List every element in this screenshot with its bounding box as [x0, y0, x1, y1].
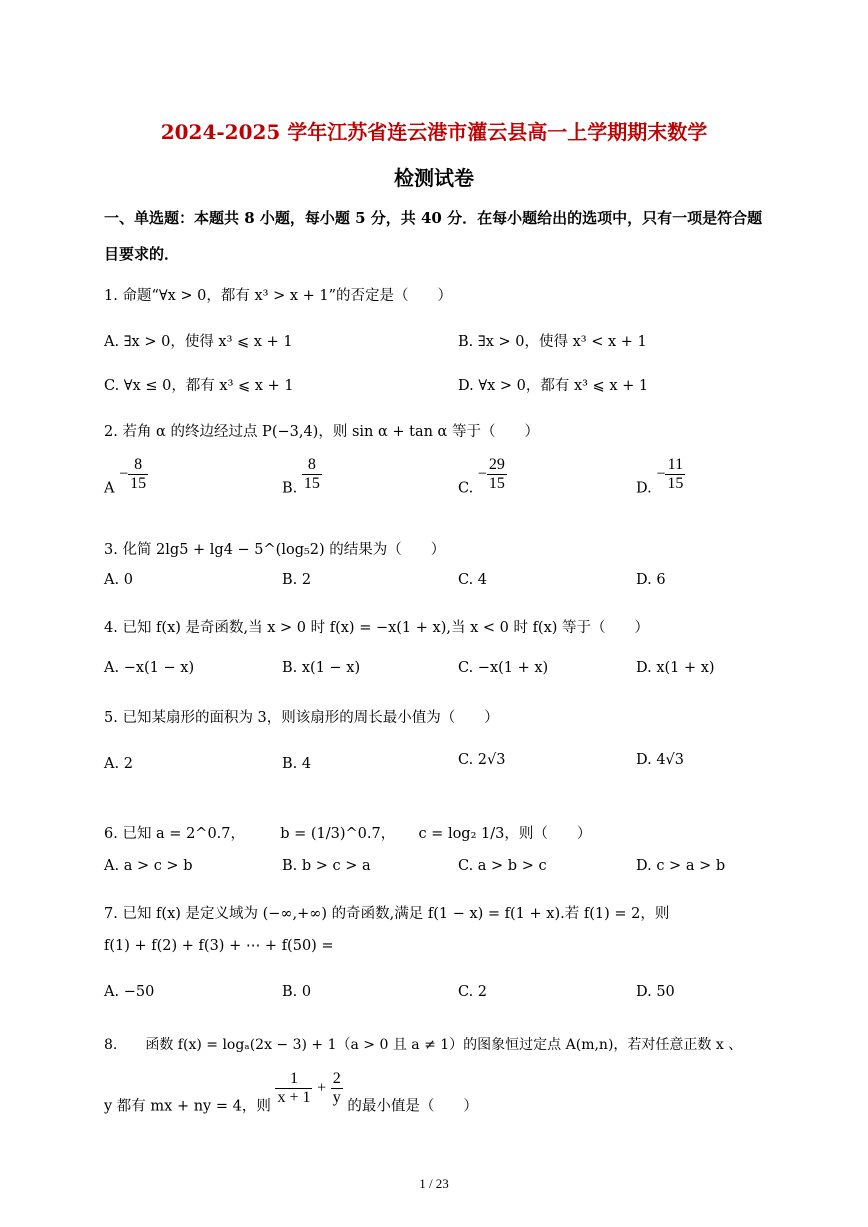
q3-option-d: D. 6: [636, 572, 666, 588]
numerator: 2: [332, 1070, 341, 1087]
page-number: 1 / 23: [419, 1176, 449, 1191]
denominator: x + 1: [277, 1089, 311, 1106]
numerator: 8: [302, 456, 322, 475]
q5-option-c: C. 2√3: [458, 752, 506, 768]
q7-option-a: A. −50: [104, 984, 155, 1000]
q5-option-b: B. 4: [282, 756, 312, 772]
q2-option-b: [282, 456, 322, 497]
q4-option-b: B. x(1 − x): [282, 660, 361, 676]
q3-option-c: C. 4: [458, 572, 488, 588]
q1-option-c: C. ∀x ≤ 0，都有 x³ ⩽ x + 1: [104, 378, 294, 394]
q6-option-a: A. a > c > b: [104, 858, 193, 874]
q8-question: 的最小值是（ ）: [347, 1098, 478, 1115]
q2-option-d: [636, 456, 685, 497]
plus-sign: +: [317, 1079, 327, 1097]
q8-stem-continued: [104, 1070, 478, 1116]
option-label: D.: [636, 480, 652, 497]
fraction: [331, 1070, 343, 1107]
q6-option-b: B. b > c > a: [282, 858, 371, 874]
numerator: 29: [488, 456, 505, 473]
q1-stem: 1. 命题“∀x > 0，都有 x³ > x + 1”的否定是（ ）: [104, 288, 453, 304]
minus-sign: −: [119, 465, 129, 483]
denominator: 15: [130, 475, 147, 492]
q3-option-b: B. 2: [282, 572, 312, 588]
q7-option-b: B. 0: [282, 984, 312, 1000]
minus-sign: −: [656, 465, 666, 483]
page-title-line1: 2024-2025 学年江苏省连云港市灌云县高一上学期期末数学: [160, 120, 708, 144]
q4-option-a: A. −x(1 − x): [104, 660, 195, 676]
q6-option-c: C. a > b > c: [458, 858, 547, 874]
q8-condition: y 都有 mx + ny = 4，则: [104, 1098, 271, 1115]
option-label: B.: [282, 480, 298, 497]
q3-stem: 3. 化简 2lg5 + lg4 − 5^(log₅2) 的结果为（ ）: [104, 542, 446, 558]
fraction: [128, 456, 148, 493]
q6-stem: [104, 822, 591, 843]
q4-option-c: C. −x(1 + x): [458, 660, 549, 676]
fraction: [487, 456, 507, 493]
q7-stem: 7. 已知 f(x) 是定义域为 (−∞,+∞) 的奇函数,满足 f(1 − x) = f(1 + x).若 f(1) = 2，则: [104, 906, 670, 922]
q2-stem: 2. 若角 α 的终边经过点 P(−3,4)，则 sin α + tan α 等于（ ）: [104, 424, 539, 440]
q2-option-c: [458, 456, 507, 497]
option-label: A: [104, 480, 115, 497]
numerator: 8: [128, 456, 148, 475]
numerator: 1: [275, 1070, 312, 1089]
fraction: [302, 456, 322, 493]
q8-stem: 8. 函数 f(x) = logₐ(2x − 3) + 1（a > 0 且 a ≠ 1）的图象恒过定点 A(m,n)，若对任意正数 x 、: [104, 1037, 743, 1053]
minus-sign: −: [477, 465, 487, 483]
page-title-line2: 检测试卷: [394, 166, 474, 190]
q5-option-a: A. 2: [104, 756, 133, 772]
numerator: 11: [665, 456, 685, 475]
denominator: 15: [488, 475, 505, 492]
denominator: 15: [667, 475, 684, 492]
q1-option-d: D. ∀x > 0，都有 x³ ⩽ x + 1: [458, 378, 649, 394]
q6-b-part: b = (1/3)^0.7，: [280, 826, 396, 842]
q7-option-d: D. 50: [636, 984, 675, 1000]
q6-option-d: D. c > a > b: [636, 858, 726, 874]
option-label: C.: [458, 480, 474, 497]
q4-stem: 4. 已知 f(x) 是奇函数,当 x > 0 时 f(x) = −x(1 + x),当 x < 0 时 f(x) 等于（ ）: [104, 620, 650, 636]
fraction: [665, 456, 685, 493]
section-heading: 一、单选题：本题共 8 小题，每小题 5 分，共 40 分．在每小题给出的选项中，只有一项是符合题目要求的．: [104, 209, 763, 263]
q2-option-a: [104, 456, 148, 497]
denominator: y: [332, 1089, 341, 1106]
q7-option-c: C. 2: [458, 984, 488, 1000]
q3-option-a: A. 0: [104, 572, 133, 588]
q1-option-b: B. ∃x > 0，使得 x³ < x + 1: [458, 334, 647, 350]
q6-a-part: 6. 已知 a = 2^0.7，: [104, 826, 245, 842]
denominator: 15: [303, 475, 320, 492]
q5-stem: 5. 已知某扇形的面积为 3，则该扇形的周长最小值为（ ）: [104, 710, 499, 726]
q1-option-a: A. ∃x > 0，使得 x³ ⩽ x + 1: [104, 334, 293, 350]
q5-option-d: D. 4√3: [636, 752, 685, 768]
q7-stem-continued: f(1) + f(2) + f(3) + ⋯ + f(50) =: [104, 938, 334, 954]
q6-c-part: c = log₂ 1/3，则（ ）: [418, 826, 592, 842]
q4-option-d: D. x(1 + x): [636, 660, 715, 676]
fraction: [275, 1070, 312, 1107]
